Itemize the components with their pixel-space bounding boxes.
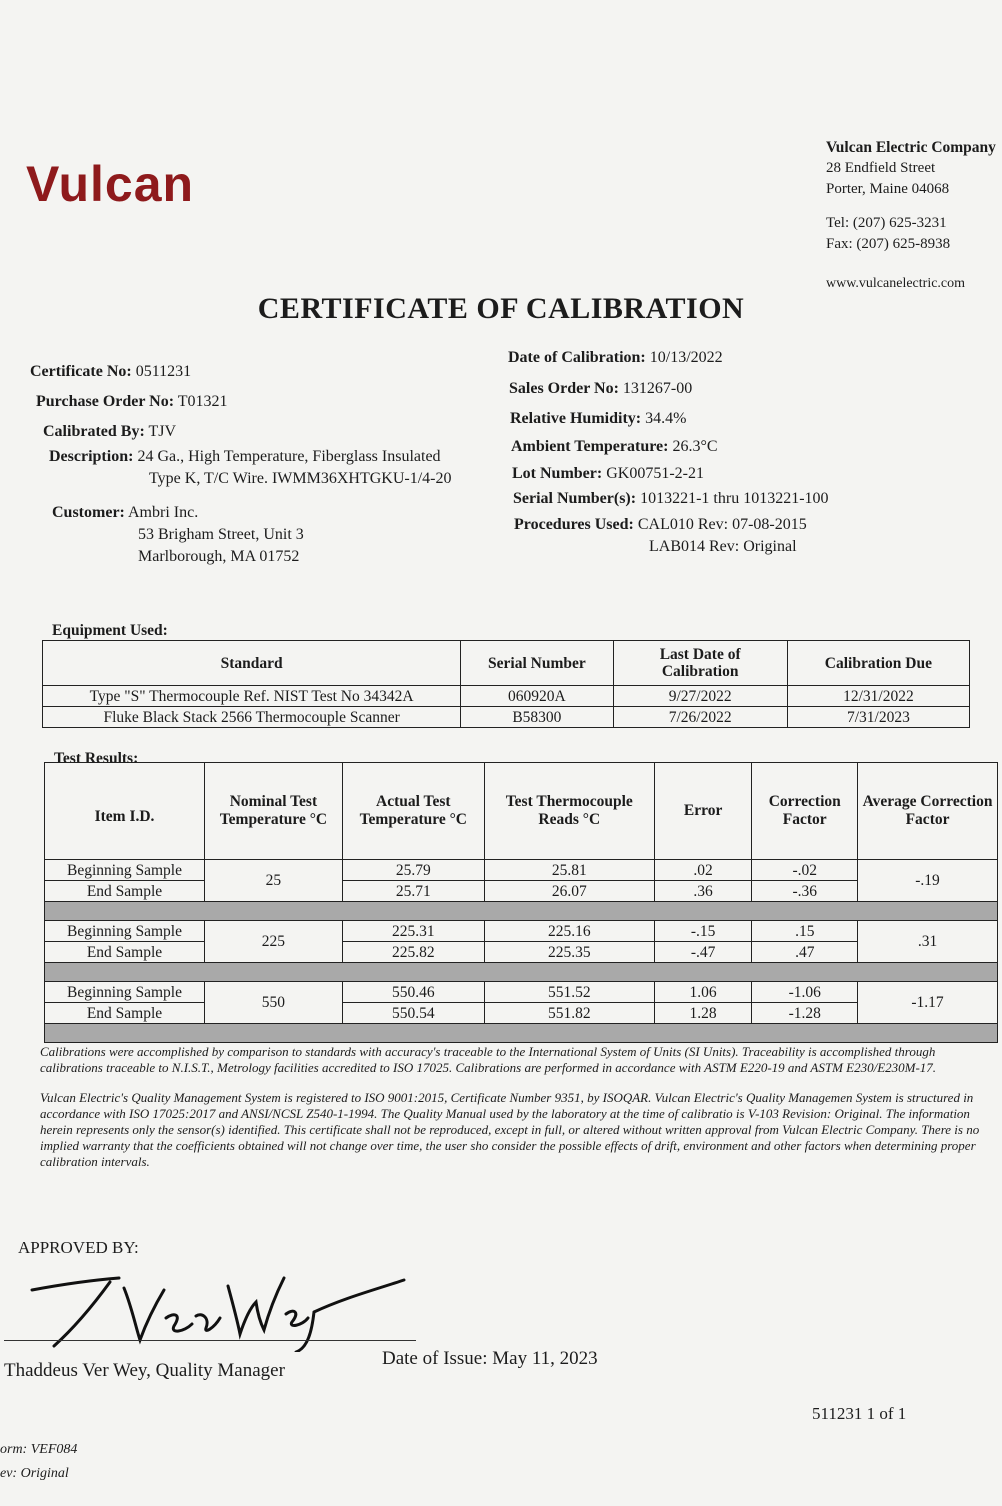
- results-caption: Test Results:: [54, 750, 139, 767]
- results-error: 1.28: [654, 1003, 752, 1024]
- equipment-cell: Fluke Black Stack 2566 Thermocouple Scanner: [43, 707, 461, 728]
- table-row: [45, 982, 998, 1003]
- results-error: .02: [654, 860, 752, 881]
- procedures-line1: CAL010 Rev: 07-08-2015: [637, 516, 807, 533]
- results-header-average: Average Correction Factor: [858, 763, 998, 860]
- results-header-row: [45, 763, 998, 860]
- results-correction: .47: [752, 942, 858, 963]
- results-nominal: 225: [205, 921, 343, 963]
- form-info: [0, 1438, 77, 1486]
- results-header-error: Error: [654, 763, 752, 860]
- results-reads: 25.81: [484, 860, 654, 881]
- lot-number: [512, 463, 704, 485]
- results-item-id: End Sample: [45, 881, 205, 902]
- document-title: CERTIFICATE OF CALIBRATION: [257, 292, 745, 325]
- company-website: www.vulcanelectric.com: [826, 276, 966, 291]
- company-name: Vulcan Electric Company: [826, 139, 996, 156]
- customer-line3: Marlborough, MA 01752: [138, 548, 300, 565]
- equipment-table: [42, 640, 970, 728]
- humidity-value: 34.4%: [645, 410, 687, 427]
- equipment-cell: B58300: [461, 707, 613, 728]
- date-label: Date of Calibration:: [508, 349, 646, 366]
- company-tel: Tel: (207) 625-3231: [826, 215, 947, 231]
- traceability-note: Calibrations were accomplished by comparison to standards with accuracy's traceable to the International System of Units (SI Units). Traceability is accomplished through calibrations traceable to N.I.S.T., Metrology facilities accredited to ISO 17025. Calibrations are performed in accordance with ASTM E220-19 and ASTM E230/E230M-17.: [40, 1044, 937, 1075]
- results-nominal: 25: [205, 860, 343, 902]
- equipment-cell: 7/31/2023: [787, 707, 969, 728]
- results-separator: [45, 902, 998, 921]
- results-reads: 26.07: [484, 881, 654, 902]
- results-error: 1.06: [654, 982, 752, 1003]
- serial-numbers: [513, 488, 829, 510]
- approved-by-label: APPROVED BY:: [18, 1238, 139, 1257]
- results-item-id: Beginning Sample: [45, 982, 205, 1003]
- results-correction: -.36: [752, 881, 858, 902]
- ambient-label: Ambient Temperature:: [511, 438, 669, 455]
- results-actual: 225.31: [342, 921, 484, 942]
- lot-value: GK00751-2-21: [606, 465, 704, 482]
- customer-line1: Ambri Inc.: [128, 504, 199, 521]
- signer-name: Thaddeus Ver Wey, Quality Manager: [4, 1360, 285, 1381]
- purchase-order: [36, 391, 228, 413]
- form-number: orm: VEF084: [0, 1442, 78, 1457]
- customer-label: Customer:: [52, 504, 125, 521]
- results-average: -.19: [858, 860, 998, 902]
- quality-note: Vulcan Electric's Quality Management System is registered to ISO 9001:2015, Certificate Number 9351, by ISOQAR. Vulcan Electric's Quality Managemen System is structured in accordance with ISO 17025:2017 and ANSI/NCSL Z540-1-1994. The Quality Manual used by the laboratory at the time of calibratio is V-103 Revision: Original. The information herein represents only the sensor(s) identified. This certificate shall not be reproduced, except in full, or altered without written approval from Vulcan Electric Company. There is no implied warranty that the coefficients obtained will not change over time, the user sho consider the possible effects of drift, environment and other factors when determining proper calibration intervals.: [40, 1090, 980, 1169]
- results-correction: -.02: [752, 860, 858, 881]
- date-value: 10/13/2022: [649, 349, 723, 366]
- separator-cell: [45, 963, 998, 982]
- sales-value: 131267-00: [622, 380, 693, 397]
- ambient-value: 26.3°C: [672, 438, 718, 455]
- results-correction: .15: [752, 921, 858, 942]
- calibrated-value: TJV: [148, 423, 177, 440]
- results-separator: [45, 1024, 998, 1043]
- notes-block: [40, 1044, 990, 1184]
- results-reads: 225.16: [484, 921, 654, 942]
- table-row: [45, 942, 998, 963]
- results-average: .31: [858, 921, 998, 963]
- calibrated-label: Calibrated By:: [43, 423, 145, 440]
- results-correction: -1.06: [752, 982, 858, 1003]
- equipment-cell: 12/31/2022: [787, 686, 969, 707]
- po-value: T01321: [177, 393, 228, 410]
- equipment-caption: Equipment Used:: [52, 622, 168, 639]
- date-of-calibration: [508, 347, 723, 369]
- lot-label: Lot Number:: [512, 465, 603, 482]
- equipment-cell: Type "S" Thermocouple Ref. NIST Test No 34342A: [43, 686, 461, 707]
- description-line2: Type K, T/C Wire. IWMM36XHTGKU-1/4-20: [149, 470, 452, 487]
- results-actual: 25.79: [342, 860, 484, 881]
- table-row: [45, 881, 998, 902]
- procedures-label: Procedures Used:: [514, 516, 634, 533]
- equipment-header-standard: Standard: [43, 641, 461, 686]
- certificate-value: 0511231: [135, 363, 192, 380]
- company-fax: Fax: (207) 625-8938: [826, 236, 951, 252]
- results-header-actual: Actual Test Temperature °C: [342, 763, 484, 860]
- date-of-issue: Date of Issue: May 11, 2023: [382, 1348, 598, 1369]
- procedures-used: [514, 514, 807, 558]
- equipment-cell: 060920A: [461, 686, 613, 707]
- results-actual: 25.71: [342, 881, 484, 902]
- table-row: [45, 921, 998, 942]
- equipment-cell: 9/27/2022: [613, 686, 787, 707]
- signature-line: [4, 1340, 416, 1341]
- description: [49, 446, 452, 490]
- company-address-line1: 28 Endfield Street: [826, 160, 936, 176]
- serial-value: 1013221-1 thru 1013221-100: [640, 490, 829, 507]
- results-nominal: 550: [205, 982, 343, 1024]
- company-contact-block: [826, 137, 996, 294]
- results-average: -1.17: [858, 982, 998, 1024]
- customer: [52, 502, 304, 568]
- equipment-row: [43, 707, 970, 728]
- humidity-label: Relative Humidity:: [510, 410, 642, 427]
- company-logo: Vulcan: [26, 156, 195, 212]
- results-error: -.15: [654, 921, 752, 942]
- equipment-header-row: [43, 641, 970, 686]
- equipment-cell: 7/26/2022: [613, 707, 787, 728]
- form-revision: ev: Original: [0, 1466, 69, 1481]
- results-item-id: End Sample: [45, 942, 205, 963]
- po-label: Purchase Order No:: [36, 393, 175, 410]
- certificate-label: Certificate No:: [30, 363, 132, 380]
- sales-label: Sales Order No:: [509, 380, 619, 397]
- results-item-id: Beginning Sample: [45, 921, 205, 942]
- results-error: -.47: [654, 942, 752, 963]
- results-header-correction: Correction Factor: [752, 763, 858, 860]
- results-correction: -1.28: [752, 1003, 858, 1024]
- results-actual: 550.46: [342, 982, 484, 1003]
- results-header-item: Item I.D.: [45, 763, 205, 860]
- separator-cell: [45, 1024, 998, 1043]
- results-separator: [45, 963, 998, 982]
- equipment-header-serial: Serial Number: [461, 641, 613, 686]
- table-row: [45, 860, 998, 881]
- results-item-id: End Sample: [45, 1003, 205, 1024]
- company-address-line2: Porter, Maine 04068: [826, 181, 950, 197]
- results-table: [44, 762, 998, 1043]
- page-number: 511231 1 of 1: [812, 1404, 907, 1423]
- results-item-id: Beginning Sample: [45, 860, 205, 881]
- ambient-temperature: [511, 436, 718, 458]
- results-error: .36: [654, 881, 752, 902]
- results-reads: 551.82: [484, 1003, 654, 1024]
- table-row: [45, 1003, 998, 1024]
- certificate-number: [30, 361, 191, 383]
- customer-line2: 53 Brigham Street, Unit 3: [138, 526, 304, 543]
- procedures-line2: LAB014 Rev: Original: [649, 538, 797, 555]
- results-reads: 225.35: [484, 942, 654, 963]
- description-line1: 24 Ga., High Temperature, Fiberglass Insulated: [137, 448, 441, 465]
- results-actual: 225.82: [342, 942, 484, 963]
- relative-humidity: [510, 408, 686, 430]
- results-reads: 551.52: [484, 982, 654, 1003]
- results-header-nominal: Nominal Test Temperature °C: [205, 763, 343, 860]
- calibrated-by: [43, 421, 176, 443]
- separator-cell: [45, 902, 998, 921]
- equipment-header-due: Calibration Due: [787, 641, 969, 686]
- serial-label: Serial Number(s):: [513, 490, 637, 507]
- sales-order: [509, 378, 692, 400]
- description-label: Description:: [49, 448, 134, 465]
- results-header-reads: Test Thermocouple Reads °C: [484, 763, 654, 860]
- equipment-header-last-date: Last Date of Calibration: [613, 641, 787, 686]
- results-actual: 550.54: [342, 1003, 484, 1024]
- equipment-row: [43, 686, 970, 707]
